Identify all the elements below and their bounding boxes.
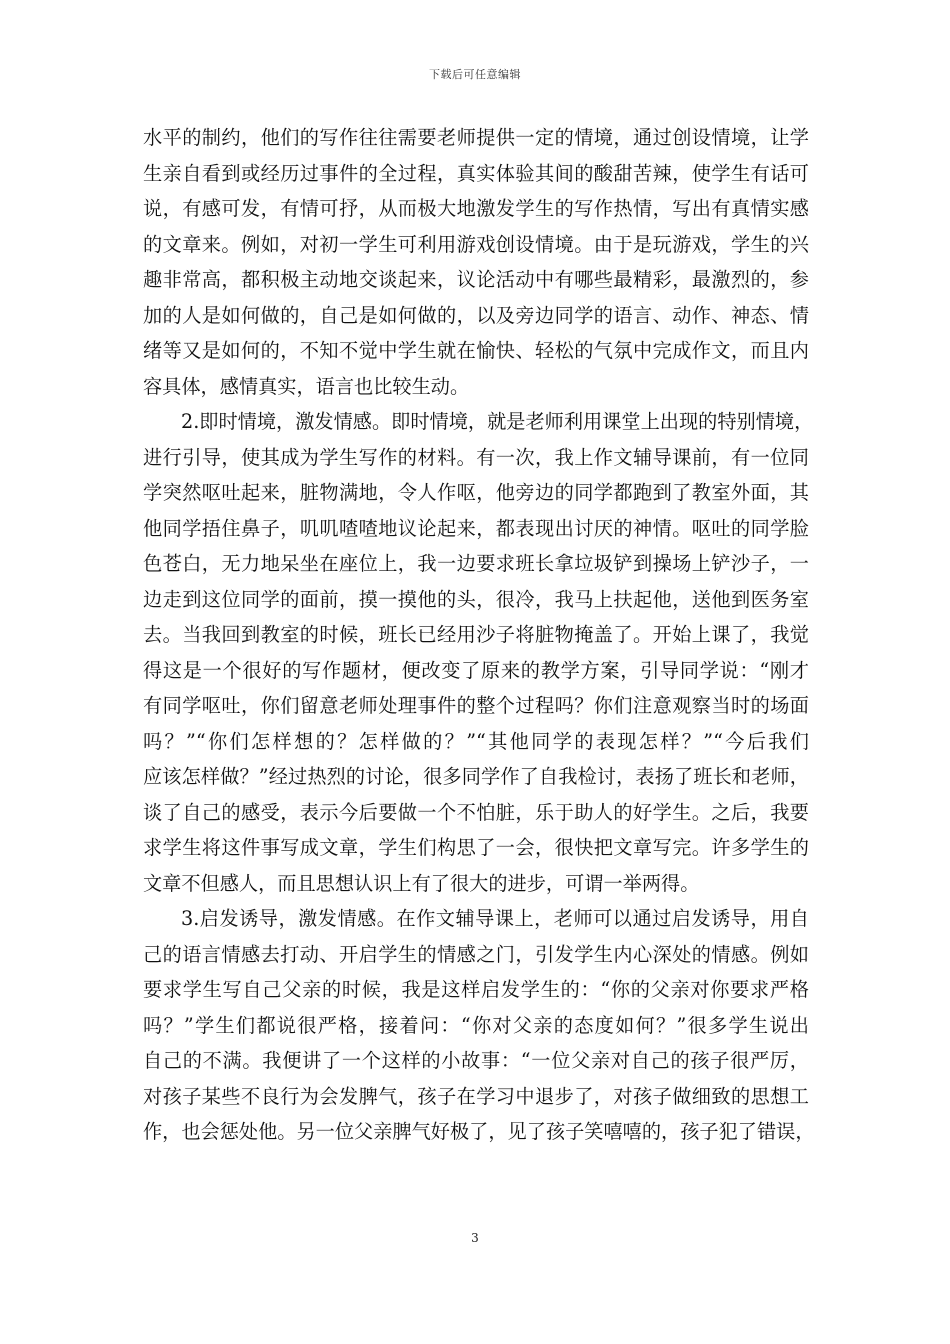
text-line: 去。当我回到教室的时候，班长已经用沙子将脏物掩盖了。开始上课了，我觉: [143, 623, 809, 646]
text-line: 应该怎样做？”经过热烈的讨论，很多同学作了自我检讨，表扬了班长和老师，: [143, 765, 809, 788]
text-line: 说，有感可发，有情可抒，从而极大地激发学生的写作热情，写出有真情实感: [143, 197, 809, 220]
text-line: 生亲自看到或经历过事件的全过程，真实体验其间的酸甜苦辣，使学生有话可: [143, 161, 809, 185]
text-line: 他同学捂住鼻子，叽叽喳喳地议论起来，都表现出讨厌的神情。呕吐的同学脸: [143, 516, 809, 540]
text-line: 作，也会惩处他。另一位父亲脾气好极了，见了孩子笑嘻嘻的，孩子犯了错误，: [143, 1120, 815, 1143]
text-line: 有同学呕吐，你们留意老师处理事件的整个过程吗？你们注意观察当时的场面: [143, 694, 809, 717]
text-line: 进行引导，使其成为学生写作的材料。有一次，我上作文辅导课前，有一位同: [143, 445, 809, 469]
text-line: 学突然呕吐起来，脏物满地，令人作呕，他旁边的同学都跑到了教室外面，其: [143, 481, 809, 504]
text-line: 要求学生写自己父亲的时候，我是这样启发学生的：“你的父亲对你要求严格: [143, 978, 809, 1001]
text-line: 边走到这位同学的面前，摸一摸他的头，很冷，我马上扶起他，送他到医务室: [143, 587, 809, 611]
text-line: 3.启发诱导，激发情感。在作文辅导课上，老师可以通过启发诱导，用自: [181, 907, 809, 930]
text-line: 的文章来。例如，对初一学生可利用游戏创设情境。由于是玩游戏，学生的兴: [143, 232, 809, 256]
text-line: 色苍白，无力地呆坐在座位上，我一边要求班长拿垃圾铲到操场上铲沙子，一: [143, 552, 809, 575]
page-number: 3: [471, 1231, 479, 1245]
text-line: 趣非常高，都积极主动地交谈起来，议论活动中有哪些最精彩，最激烈的，参: [143, 268, 809, 291]
paragraph: [143, 901, 815, 1150]
text-line: 求学生将这件事写成文章，学生们构思了一会，很快把文章写完。许多学生的: [143, 836, 809, 859]
text-line: 吗？”“你们怎样想的？怎样做的？”“其他同学的表现怎样？”“今后我们: [143, 729, 809, 753]
text-line: 绪等又是如何的，不知不觉中学生就在愉快、轻松的气氛中完成作文，而且内: [143, 339, 809, 362]
text-line: 己的语言情感去打动、开启学生的情感之门，引发学生内心深处的情感。例如: [143, 942, 809, 966]
text-line: 容具体，感情真实，语言也比较生动。: [143, 374, 470, 398]
text-line: 加的人是如何做的，自己是如何做的，以及旁边同学的语言、动作、神态、情: [143, 303, 809, 327]
page-header: 下载后可任意编辑: [429, 68, 521, 81]
text-line: 文章不但感人，而且思想认识上有了很大的进步，可谓一举两得。: [143, 871, 700, 895]
paragraph: [143, 404, 814, 901]
document-body: [143, 120, 815, 1150]
paragraph: [143, 120, 809, 404]
text-line: 得这是一个很好的写作题材，便改变了原来的教学方案，引导同学说：“刚才: [143, 658, 809, 682]
text-line: 水平的制约，他们的写作往往需要老师提供一定的情境，通过创设情境，让学: [143, 126, 809, 149]
text-line: 对孩子某些不良行为会发脾气，孩子在学习中退步了，对孩子做细致的思想工: [143, 1084, 809, 1108]
text-line: 吗？”学生们都说很严格，接着问：“你对父亲的态度如何？”很多学生说出: [143, 1013, 809, 1037]
text-line: 自己的不满。我便讲了一个这样的小故事：“一位父亲对自己的孩子很严厉，: [143, 1049, 809, 1072]
text-line: 谈了自己的感受，表示今后要做一个不怕脏，乐于助人的好学生。之后，我要: [143, 800, 809, 824]
text-line: 2.即时情境，激发情感。即时情境，就是老师利用课堂上出现的特别情境，: [181, 410, 814, 433]
